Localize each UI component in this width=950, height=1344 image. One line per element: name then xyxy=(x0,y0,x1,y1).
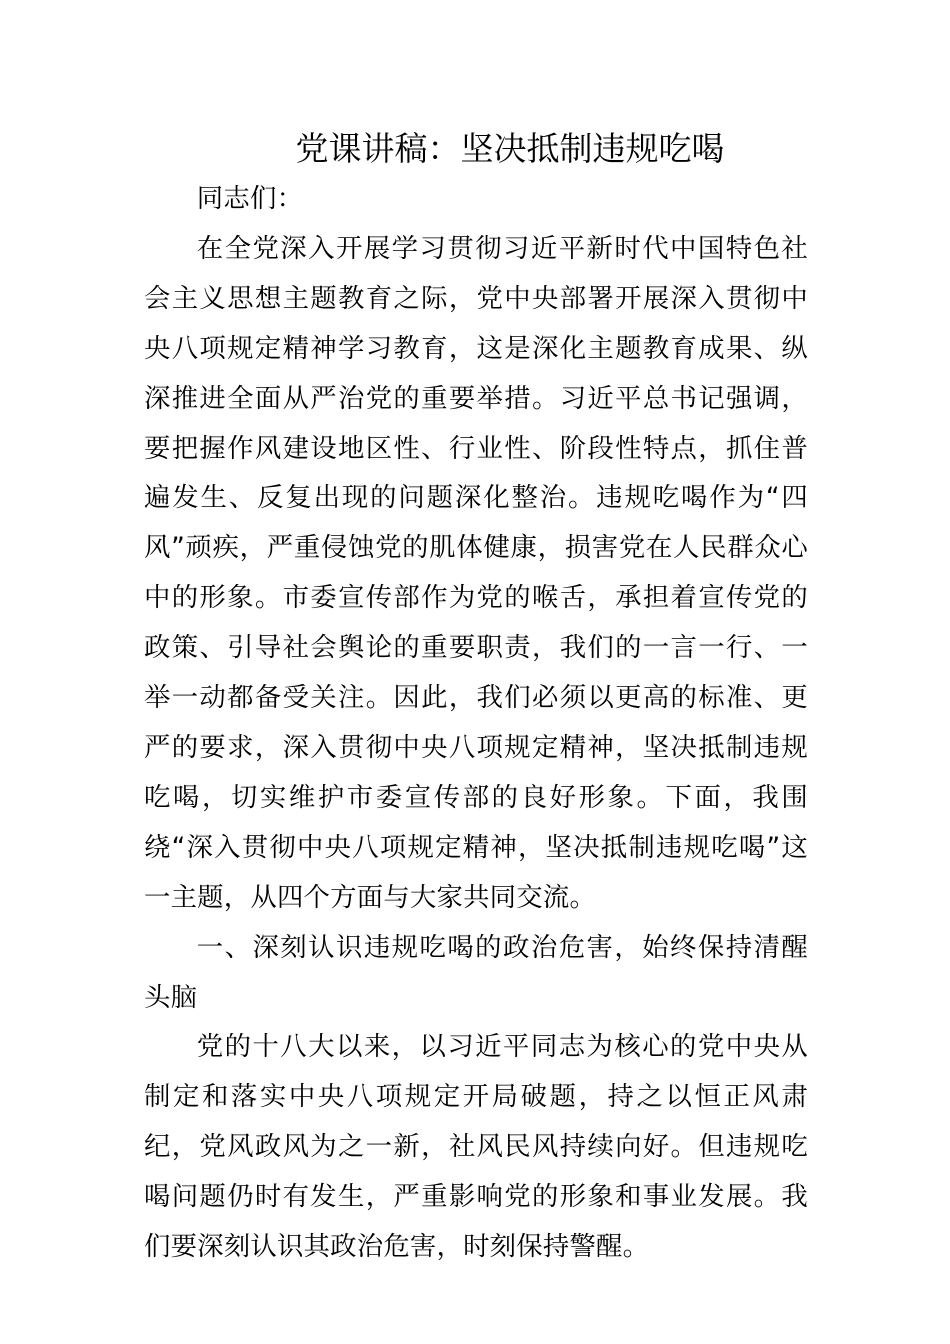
section-paragraph: 党的十八大以来，以习近平同志为核心的党中央从制定和落实中央八项规定开局破题，持之以恒正风肃纪，党风政风为之一新，社风民风持续向好。但违规吃喝问题仍时有发生，严重影响党的形象和事业发展。我们要深刻认识其政治危害，时刻保持警醒。 xyxy=(144,1031,808,1263)
document-title: 党课讲稿：坚决抵制违规吃喝 xyxy=(295,129,725,168)
salutation-paragraph: 同志们： xyxy=(196,183,304,214)
section-heading: 一、深刻认识违规吃喝的政治危害，始终保持清醒头脑 xyxy=(144,931,808,1013)
document-body xyxy=(144,174,808,1272)
intro-paragraph: 在全党深入开展学习贯彻习近平新时代中国特色社会主义思想主题教育之际，党中央部署开展深入贯彻中央八项规定精神学习教育，这是深化主题教育成果、纵深推进全面从严治党的重要举措。习近平总书记强调，要把握作风建设地区性、行业性、阶段性特点，抓住普遍发生、反复出现的问题深化整治。违规吃喝作为“四风”顽疾，严重侵蚀党的肌体健康，损害党在人民群众心中的形象。市委宣传部作为党的喉舌，承担着宣传党的政策、引导社会舆论的重要职责，我们的一言一行、一举一动都备受关注。因此，我们必须以更高的标准、更严的要求，深入贯彻中央八项规定精神，坚决抵制违规吃喝，切实维护市委宣传部的良好形象。下面，我围绕“深入贯彻中央八项规定精神，坚决抵制违规吃喝”这一主题，从四个方面与大家共同交流。 xyxy=(144,232,808,913)
